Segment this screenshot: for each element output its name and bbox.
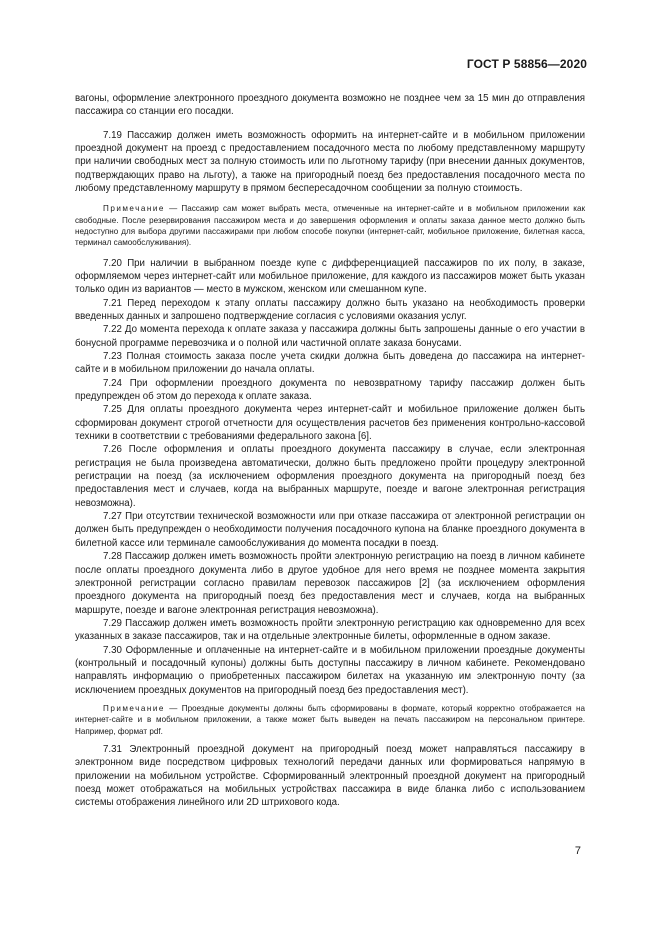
paragraph-7-22: 7.22 До момента перехода к оплате заказа у пассажира должны быть запрошены данные о его участии в бонусной программе перевозчика и о полной или частичной оплате заказа бонусами. — [75, 324, 585, 349]
paragraph-7-24: 7.24 При оформлении проездного документа по невозвратному тарифу пассажир должен быть предупрежден об этом до перехода к оплате заказа. — [75, 377, 585, 403]
note-2-label: Примечание — [103, 703, 165, 713]
note-1-text: — Пассажир сам может выбрать места, отмеченные на интернет-сайте и в мобильном приложении как свободные. После резервирования пассажиром места и до завершения оформления и оплаты заказа данное место должно быть недоступно для выбора другими пассажирами при любом способе покупки (интернет-сайт, мобильное приложение, билетная касса, терминал самообслуживания). — [75, 204, 585, 248]
paragraph-7-31: 7.31 Электронный проездной документ на пригородный поезд может направляться пассажиру в электронном виде посредством цифровых технологий передачи данных или формироваться напрямую в приложении на мобильном устройстве. Сформированный электронный проездной документ на пригородный поезд может отображаться на мобильных устройствах пассажира в виде бланка либо с использованием системы отображения линейного или 2D штрихового кода. — [75, 743, 585, 809]
paragraph-7-23: 7.23 Полная стоимость заказа после учета скидки должна быть доведена до пассажира на интернет-сайте и в мобильном приложении до начала оплаты. — [75, 351, 585, 376]
standard-header: ГОСТ Р 58856—2020 — [466, 57, 587, 71]
paragraph-7-30: 7.30 Оформленные и оплаченные на интернет-сайте и в мобильном приложении проездные документы (контрольный и посадочный купоны) должны быть доступны пассажиру в личном кабинете. Рекомендовано направлять информацию о приобретенных пассажиром билетах на указанную им электронную почту (за исключением проездных документов на пригородный поезд без предоставления мест). — [75, 644, 585, 696]
paragraph-7-27: 7.27 При отсутствии технической возможности или при отказе пассажира от электронной регистрации он должен быть предупрежден о необходимости получения посадочного купона на бланке проездного документа в билетной кассе или терминале самообслуживания до момента посадки в поезд. — [75, 511, 585, 549]
page-content — [75, 92, 585, 810]
paragraph-7-19: 7.19 Пассажир должен иметь возможность оформить на интернет-сайте и в мобильном приложении проездной документ на проезд с предоставлением посадочного места по любому представленному маршруту при наличии свободных мест за полную стоимость или по льготному тарифу (при внесении данных документов, подтверждающих право на льготу), а также на пригородный поезд без предоставления посадочного места по любому представленному маршруту в прямом беспересадочном сообщении за полную стоимость. — [75, 129, 585, 195]
paragraph-7-21: 7.21 Перед переходом к этапу оплаты пассажиру должно быть указано на необходимость проверки введенных данных и запрошено подтверждение согласия с условиями оказания услуг. — [75, 297, 585, 322]
paragraph-7-20: 7.20 При наличии в выбранном поезде купе с дифференциацией пассажиров по их полу, в заказе, оформляемом через интернет-сайт или мобильное приложение, для каждого из пассажиров может быть указан только один из вариантов — место в мужском, женском или смешанном купе. — [75, 257, 585, 296]
note-1 — [75, 203, 585, 248]
note-1-label: Примечание — [103, 204, 165, 214]
paragraph-continuation: вагоны, оформление электронного проездного документа возможно не позднее чем за 15 мин до отправления пассажира со станции его посадки. — [75, 93, 585, 118]
paragraph-7-25: 7.25 Для оплаты проездного документа через интернет-сайт и мобильное приложение должен быть сформирован документ строгой отчетности для осуществления расчетов без применения контрольно-кассовой техники в соответствии с требованиями федерального закона [6]. — [75, 404, 585, 443]
page-number: 7 — [574, 845, 581, 857]
paragraph-7-26: 7.26 После оформления и оплаты проездного документа пассажиру в случае, если электронная регистрация не была произведена автоматически, должно быть предложено пройти процедуру электронной регистрации на поезд (за исключением оформления проездного документа на пригородный поезд без предоставления мест и случаев, когда на выбранных маршруте, поезде и вагоне электронная регистрация невозможна). — [75, 444, 585, 509]
note-2-text: — Проездные документы должны быть сформированы в формате, который корректно отображается на интернет-сайте и в мобильном приложении, а также может быть выведен на печать пассажиром на персональном принтере. Например, формат pdf. — [75, 703, 585, 736]
paragraph-7-28: 7.28 Пассажир должен иметь возможность пройти электронную регистрацию на поезд в личном кабинете после оплаты проездного документа либо в другое удобное для него время не позднее момента закрытия электронной регистрации согласно правилам перевозок пассажиров [2] (за исключением оформления проездного документа на пригородный поезд без предоставления мест и случаев, когда на выбранных маршруте, поезде и вагоне электронная регистрация невозможна). — [75, 551, 585, 616]
note-2 — [75, 703, 585, 737]
paragraph-7-29: 7.29 Пассажир должен иметь возможность пройти электронную регистрацию как одновременно для всех указанных в заказе пассажиров, так и на отдельные электронные билеты, оформленные в одном заказе. — [75, 617, 585, 643]
